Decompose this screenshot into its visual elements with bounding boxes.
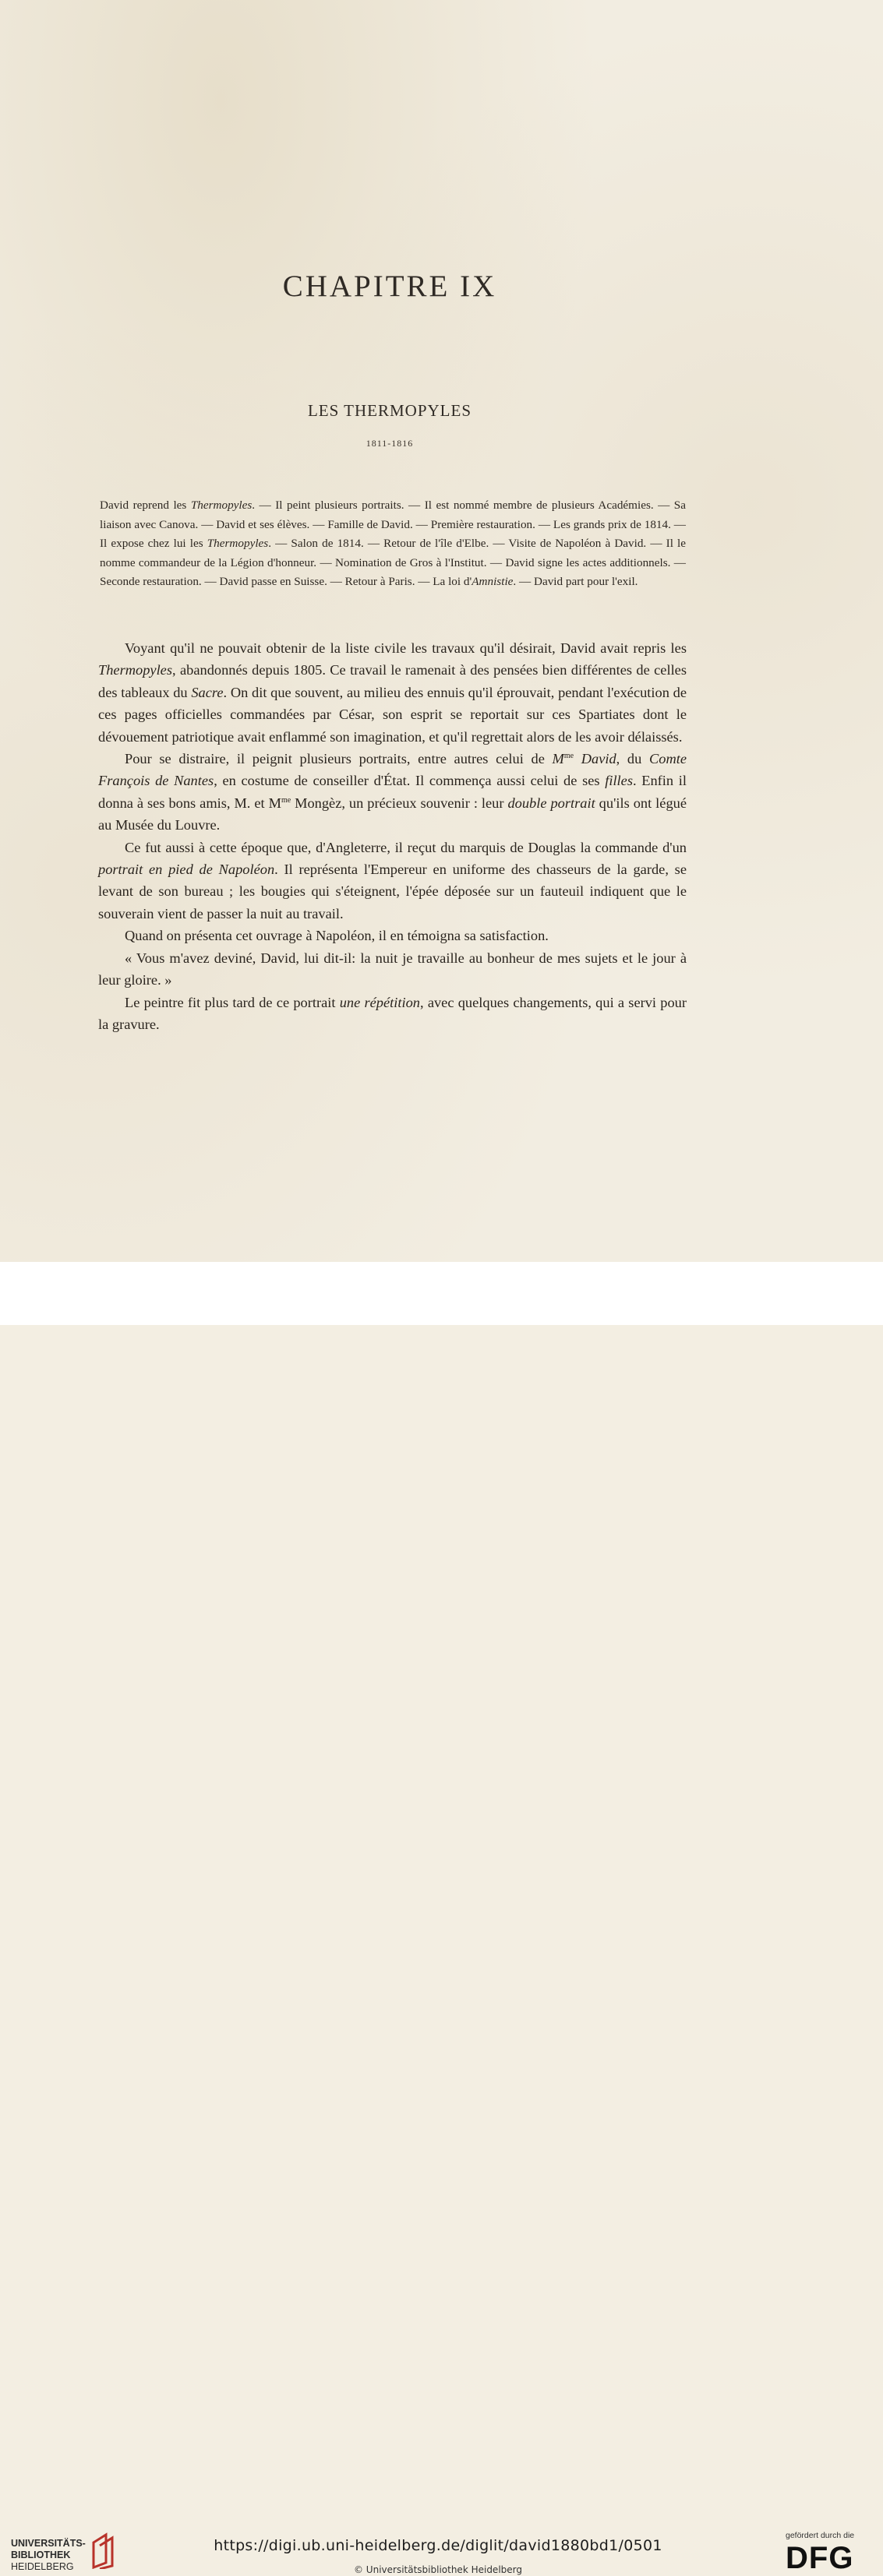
text-run: . Il représenta l'Empereur en uniforme des chasseurs de la garde, se levant de son bureau ; les bougies qui s'éteignent, l'épée déposée sur un fauteuil indiquent que le souverain vient de passer la nuit au travail. [98, 862, 687, 922]
date-range: 1811-1816 [366, 438, 414, 449]
text-run: Comte François de Nantes [98, 751, 687, 789]
text-run: M [552, 751, 564, 767]
text-run: Quand on présenta cet ouvrage à Napoléon, il en témoigna sa satisfaction. [125, 928, 549, 944]
text-run: portrait en pied de Napoléon [98, 862, 275, 878]
scanned-page [0, 0, 883, 1262]
copyright-notice: © Universitätsbibliothek Heidelberg [353, 2564, 522, 2575]
dfg-logo[interactable]: DFG [786, 2541, 854, 2575]
text-run: filles [605, 773, 633, 789]
text-run: me [563, 751, 574, 760]
footer-bar [0, 1262, 883, 2575]
text-run: . — Salon de 1814. — Retour de l'île d'Elbe. — Visite de Napoléon à David. — Il le nomme commandeur de la Légion d'honneur. — Nomination de Gros à l'Institut. — David signe les actes additionnels. — Seconde restauration. — David passe en Suisse. — Retour à Paris. — La loi d' [100, 537, 686, 588]
body-text [98, 637, 687, 1035]
funder-caption: gefördert durch die [786, 2531, 855, 2540]
library-name-line2: BIBLIOTHEK [11, 2550, 71, 2560]
text-run: Thermopyles [207, 537, 269, 550]
text-run: Thermopyles [98, 662, 173, 678]
text-run: , abandonnés depuis 1805. Ce travail le ramenait à des pensées bien différentes de celles des tableaux du [98, 662, 687, 700]
text-run: David [574, 751, 616, 767]
text-run: double portrait [507, 795, 595, 811]
text-run: une répétition [339, 994, 420, 1010]
text-run: . — David part pour l'exil. [513, 575, 638, 588]
text-run: Voyant qu'il ne pouvait obtenir de la liste civile les travaux qu'il désirait, David avait repris les [125, 640, 687, 656]
text-run: Thermopyles [190, 499, 253, 512]
library-emblem-icon [89, 2532, 120, 2569]
text-run: Amnistie [472, 575, 514, 588]
text-run: David reprend les [100, 499, 191, 512]
chapter-title: CHAPITRE IX [282, 270, 497, 303]
text-run: . On dit que souvent, au milieu des ennuis qu'il éprouvait, pendant l'exécution de ces pages officielles commandées par César, son esprit se reportait sur ces Spartiates dont le dévouement patriotique avait enflammé son imagination, et qu'il regrettait alors de les avoir délaissés. [98, 684, 687, 745]
text-run: me [281, 795, 291, 805]
paragraph [98, 748, 687, 837]
paragraph [98, 947, 687, 992]
text-run: Sacre [191, 684, 224, 700]
text-run: Ce fut aussi à cette époque que, d'Angleterre, il reçut du marquis de Douglas la commande d'un [125, 839, 687, 855]
text-run: « Vous m'avez deviné, David, lui dit-il: la nuit je travaille au bonheur de mes sujets et le jour à leur gloire. » [98, 950, 687, 988]
library-name-line3: HEIDELBERG [11, 2561, 74, 2572]
text-run: Mongèz, un précieux souvenir : leur [291, 795, 508, 811]
permalink-url[interactable]: https://digi.ub.uni-heidelberg.de/diglit/david1880bd1/0501 [214, 2537, 662, 2554]
chapter-summary [100, 496, 686, 592]
text-run: . Enfin il donna à ses bons amis, M. et M [98, 773, 687, 811]
library-name-line1: UNIVERSITÄTS- [11, 2538, 86, 2549]
paragraph [98, 992, 687, 1036]
paragraph [98, 837, 687, 925]
paragraph [98, 637, 687, 748]
paragraph [98, 925, 687, 946]
text-run: , en costume de conseiller d'État. Il commença aussi celui de ses [214, 773, 606, 789]
text-run: qu'ils ont légué au Musée du Louvre. [98, 795, 687, 833]
text-run: Pour se distraire, il peignit plusieurs portraits, entre autres celui de [125, 751, 553, 767]
text-run: . — Il peint plusieurs portraits. — Il est nommé membre de plusieurs Académies. — Sa liaison avec Canova. — David et ses élèves. — Famille de David. — Première restauration. — Les grands prix de 1814. — Il expose chez lui les [100, 499, 686, 550]
section-title: LES THERMOPYLES [307, 401, 472, 420]
text-run: , du [616, 751, 649, 767]
text-run: Le peintre fit plus tard de ce portrait [125, 994, 340, 1010]
text-run: , avec quelques changements, qui a servi pour la gravure. [98, 994, 687, 1032]
